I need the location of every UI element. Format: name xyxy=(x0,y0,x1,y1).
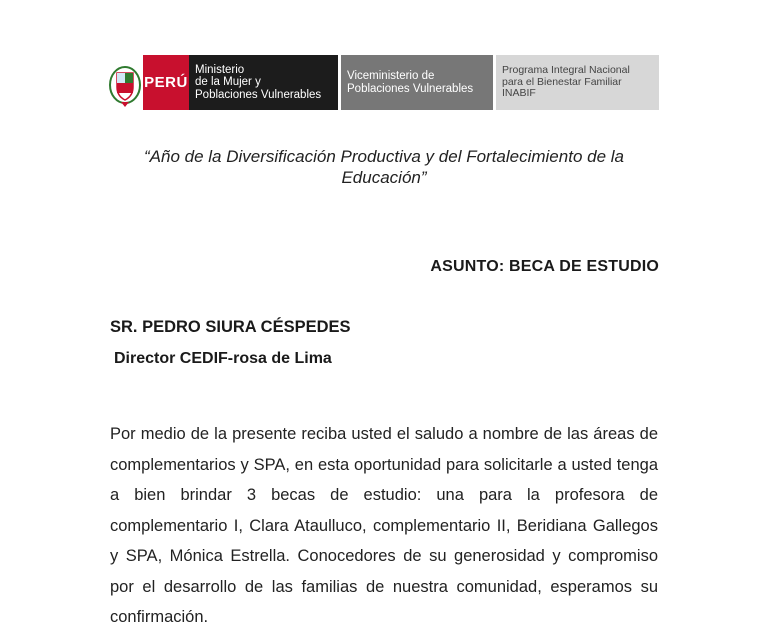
ministry-line: Poblaciones Vulnerables xyxy=(195,88,322,101)
ministry-block xyxy=(189,55,338,110)
program-block xyxy=(496,55,659,110)
vice-line: Poblaciones Vulnerables xyxy=(347,82,474,95)
letter-body: Por medio de la presente reciba usted el saludo a nombre de las áreas de complementarios y SPA, en esta oportunidad para solicitarle a usted tenga a bien brindar 3 becas de estudio: una para la profesora de complementario I, Clara Ataulluco, complementario II, Beridiana Gallegos y SPA, Mónica Estrella. Conocedores de su generosidad y compromiso por el desarrollo de las familias de nuestra comunidad, esperamos su confirmación. xyxy=(110,425,658,626)
peru-brand: PERÚ xyxy=(143,55,189,110)
subject-line: ASUNTO: BECA DE ESTUDIO xyxy=(430,258,659,275)
program-line: Programa Integral Nacional xyxy=(502,64,630,77)
program-line: INABIF xyxy=(502,87,536,100)
program-line: para el Bienestar Familiar xyxy=(502,75,622,88)
addressee-name: SR. PEDRO SIURA CÉSPEDES xyxy=(110,318,351,336)
coat-of-arms-icon xyxy=(107,55,143,110)
year-motto: “Año de la Diversificación Productiva y del Fortalecimiento de la Educación” xyxy=(143,147,624,187)
vice-line: Viceministerio de xyxy=(347,70,435,82)
ministry-line: Ministerio xyxy=(195,63,245,76)
viceministry-block xyxy=(341,55,493,110)
letterhead xyxy=(107,55,659,110)
addressee-role: Director CEDIF-rosa de Lima xyxy=(114,350,332,367)
ministry-line: de la Mujer y xyxy=(195,76,261,89)
